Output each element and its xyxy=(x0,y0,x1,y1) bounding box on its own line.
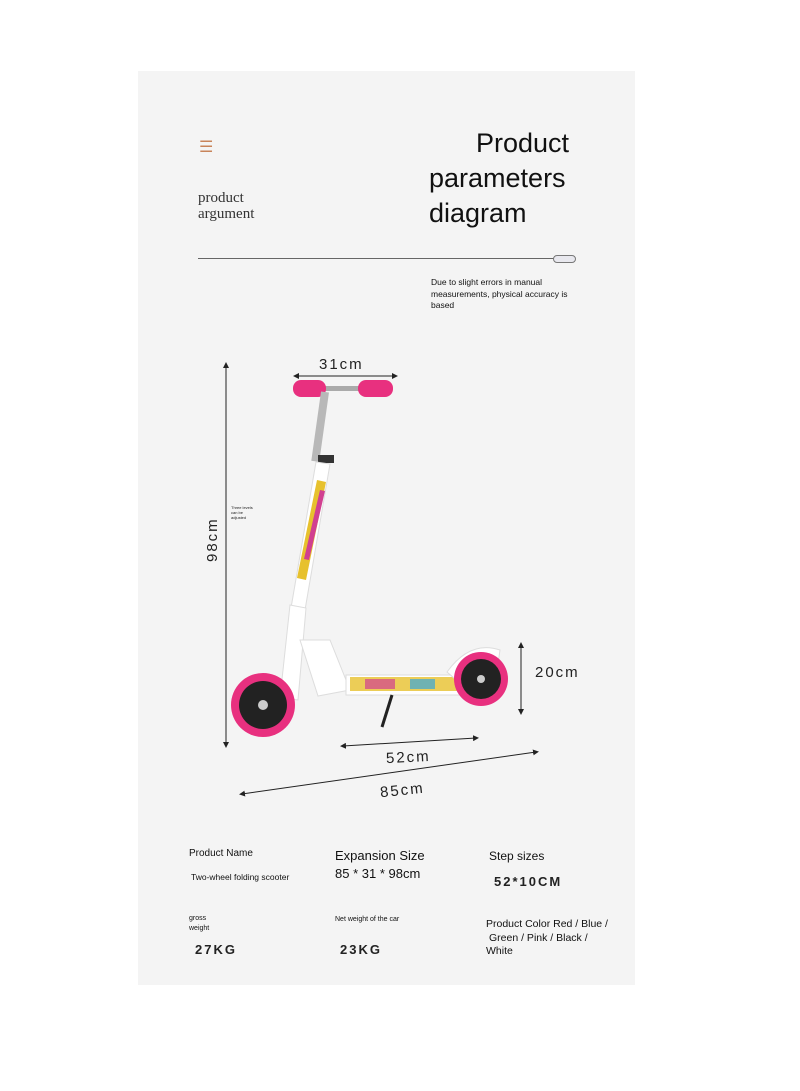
product-name-value: Two-wheel folding scooter xyxy=(191,872,290,882)
subtitle-line: argument xyxy=(198,206,255,222)
dim-label-handlebar: 31cm xyxy=(319,356,364,373)
title-line: Product xyxy=(475,128,569,158)
color-line: Product Color Red / Blue / xyxy=(486,918,608,930)
gross-label-line: gross xyxy=(189,915,207,922)
product-name-label: Product Name xyxy=(189,848,253,859)
stem-upper xyxy=(311,391,329,461)
title-line: diagram xyxy=(429,198,527,228)
accuracy-note: Due to slight errors in manual measurements, physical accuracy is based xyxy=(431,277,568,310)
hamburger-icon: ☰ xyxy=(199,139,214,156)
folding-joint xyxy=(300,640,350,696)
color-line: White xyxy=(486,945,513,957)
expansion-value: 85 * 31 * 98cm xyxy=(335,866,421,881)
dim-label-height: 98cm xyxy=(204,517,221,562)
subtitle-line: product xyxy=(198,190,244,206)
net-weight-value: 23KG xyxy=(340,942,382,957)
dim-line-52cm xyxy=(343,738,476,746)
gross-label-line: weight xyxy=(189,925,210,932)
gross-weight-value: 27KG xyxy=(195,942,237,957)
expansion-label: Expansion Size xyxy=(335,848,425,863)
kickstand xyxy=(382,695,392,727)
dim-label-deck: 52cm xyxy=(385,747,432,768)
dim-label-length: 85cm xyxy=(379,779,426,802)
stem-clamp xyxy=(318,455,334,463)
dim-label-wheel: 20cm xyxy=(535,664,580,681)
grip-right xyxy=(358,380,393,397)
title-line: parameters xyxy=(429,163,566,193)
step-value: 52*10CM xyxy=(494,874,563,889)
adjust-note: Three levels can be adjusted xyxy=(231,505,253,520)
step-label: Step sizes xyxy=(489,849,545,863)
product-color xyxy=(486,918,608,959)
gross-weight-label xyxy=(189,914,209,934)
net-weight-label: Net weight of the car xyxy=(335,916,400,923)
color-line: Green / Pink / Black / xyxy=(489,931,588,944)
